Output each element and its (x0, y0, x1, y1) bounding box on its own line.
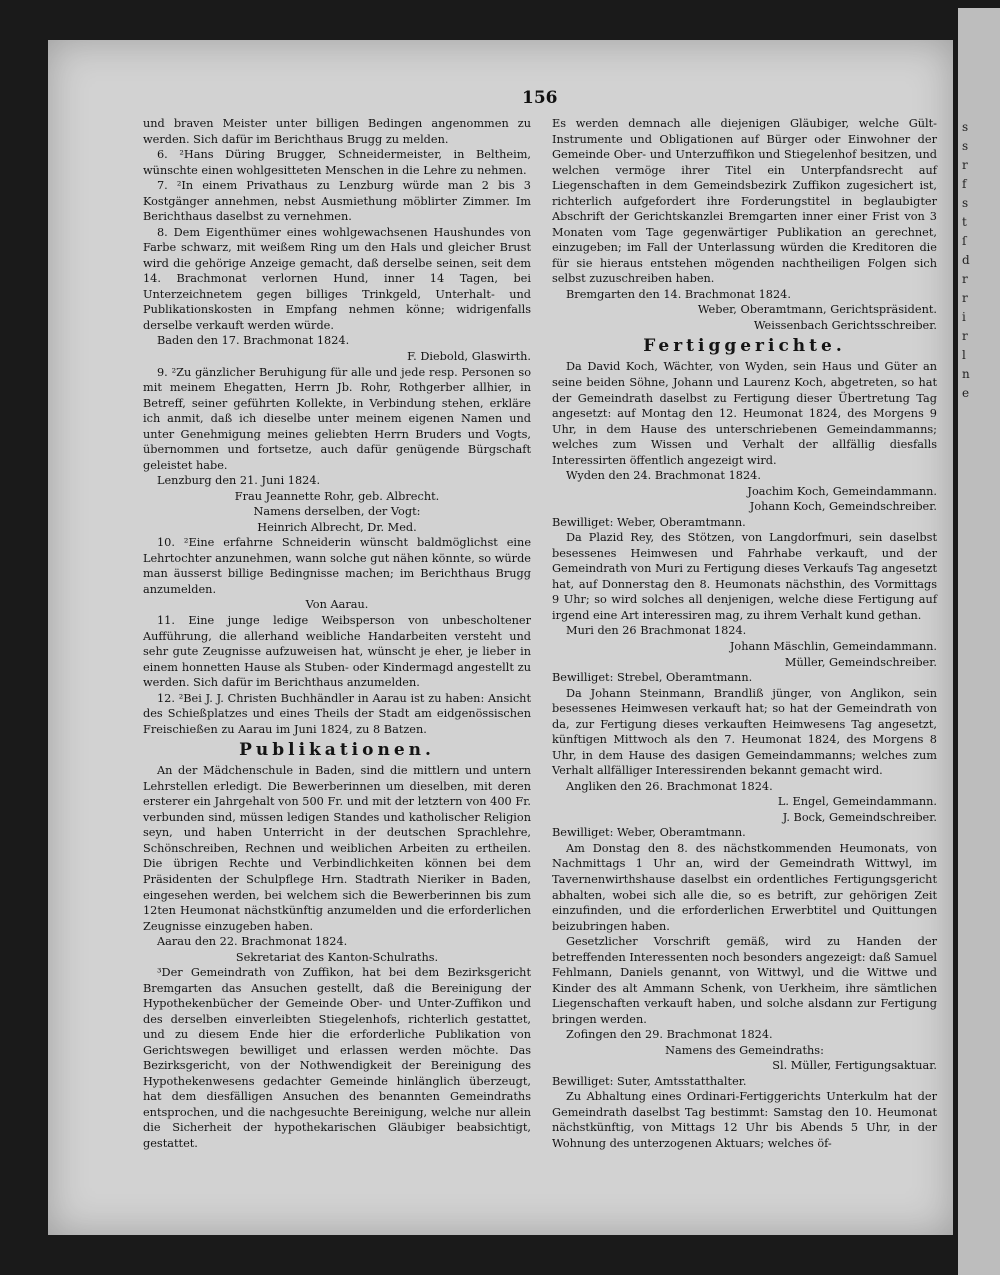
centered-line: Von Aarau. (305, 598, 369, 612)
signature: Johann Mäschlin, Gemeindammann. (729, 640, 937, 653)
dateline: Lenzburg den 21. Juni 1824. (157, 474, 321, 488)
right-column (552, 116, 937, 1152)
paragraph: Gesetzlicher Vorschrift gemäß, wird zu Handen der betreffenden Interessenten noch besonders angezeigt: daß Samuel Fehlmann, Daniels genannt, von Wittwyl, und die Wittwe und Kinder des alt Ammann Schenk, von Uerkheim, ihre sämtlichen Liegenschaften verkauft haben, und solche alsdann zur Fertigung bringen werden. (552, 935, 937, 1026)
signature: Sl. Müller, Fertigungsaktuar. (772, 1059, 937, 1073)
paragraph: Bewilliget: Suter, Amtsstatthalter. (552, 1074, 747, 1088)
centered-line: Frau Jeannette Rohr, geb. Albrecht. (234, 489, 440, 503)
paragraph: Bewilliget: Weber, Oberamtmann. (552, 826, 746, 840)
paragraph: 8. Dem Eigenthümer eines wohlgewachsenen Haushundes von Farbe schwarz, mit weißem Ring um den Hals und gleicher Brust wird die gehörige Anzeige gemacht, daß derselbe seinen, seit dem 14. Brachmonat verlornen Hund, inner 14 Tagen, bei Unterzeichnetem gegen billiges Trinkgeld, Unterhalt- und Publikationskosten in Empfang nehmen könne; widrigenfalls derselbe verkauft werden würde. (143, 225, 531, 332)
paragraph: Da David Koch, Wächter, von Wyden, sein Haus und Güter an seine beiden Söhne, Johann und Laurenz Koch, abgetreten, so hat der Gemeindrath daselbst zu Fertigung dieser Übertretung Tag angesetzt: auf Montag den 12. Heumonat 1824, des Morgens 9 Uhr, in dem Hause des unterschriebenen Gemeindammanns; welches zum Wissen und Verhalt der allfällig diesfalls Interessirten öffentlich angezeigt wird. (552, 360, 937, 467)
dateline: Aarau den 22. Brachmonat 1824. (157, 935, 348, 949)
centered-line: Heinrich Albrecht, Dr. Med. (257, 520, 417, 534)
paragraph: Da Johann Steinmann, Brandliß jünger, von Anglikon, sein besessenes Heimwesen verkauft hat; so hat der Gemeindrath von da, zur Fertigung dieses verkauften Heimwesens Tag angesetzt, künftigen Mittwoch als den 7. Heumonat 1824, des Morgens 8 Uhr, in dem Hause des dasigen Gemeindammanns; welches zum Verhalt allfälliger Interessirenden bekannt gemacht wird. (552, 686, 937, 778)
paragraph: Es werden demnach alle diejenigen Gläubiger, welche Gült-Instrumente und Obligationen auf Bürger oder Einwohner der Gemeinde Ober- und Unterzuffikon und Stiegelenhof besitzen, und welchen vermöge ihrer Titel ein Unterpfandsrecht auf Liegenschaften in dem Gemeindsbezirk Zuffikon zugesichert ist, richterlich aufgefordert ihre Forderungstitel in beglaubigter Abschrift der Gerichtskanzlei Bremgarten inner einer Frist von 3 Monaten vom Tage gegenwärtiger Publikation an gerechnet, einzugeben; im Fall der Unterlassung würden die Kreditoren die für sie hieraus entstehen mögenden nachtheiligen Folgen sich selbst zuzuschreiben haben. (552, 117, 937, 286)
paragraph: 9. ²Zu gänzlicher Beruhigung für alle und jede resp. Personen so mit meinem Ehegatten, Herrn Jb. Rohr, Rothgerber allhier, in Betreff, seiner geführten Kollekte, in Verbindung stehen, erkläre ich anmit, daß ich dieselbe unter meinem eigenen Namen und unter Genehmigung meines geliebten Herrn Bruders und Vogts, übernommen und fortsetze, auch dafür genügende Bürgschaft geleistet habe. (143, 365, 531, 472)
next-page-fragment: r (962, 329, 968, 343)
paragraph: 12. ²Bei J. J. Christen Buchhändler in Aarau ist zu haben: Ansicht des Schießplatzes und eines Theils der Stadt am eidgenössischen Freischießen zu Aarau im Juni 1824, zu 8 Batzen. (143, 691, 531, 736)
paragraph: ³Der Gemeindrath von Zuffikon, hat bei dem Bezirksgericht Bremgarten das Ansuchen gestellt, daß die Bereinigung der Hypothekenbücher der Gemeinde Ober- und Unter-Zuffikon und des derselben einverleibten Stiegelenhofs, richterlich gestattet, und zu diesem Ende hier die erforderliche Publikation von Gerichtswegen bewilliget und erlassen werden möchte. Das Bezirksgericht, von der Nothwendigkeit der Bereinigung des Hypothekenwesens gedachter Gemeinde hinlänglich überzeugt, hat dem diesfälligen Ansuchen des benannten Gemeindraths entsprochen, und die nachgesuchte Bereinigung, welche nur allein die Sicherheit der hypothekarischen Gläubiger beabsichtigt, gestattet. (143, 966, 531, 1150)
centered-line: Sekretariat des Kanton-Schulraths. (235, 950, 439, 964)
paragraph: Bewilliget: Strebel, Oberamtmann. (552, 671, 753, 685)
paragraph: An der Mädchenschule in Baden, sind die mittlern und untern Lehrstellen erledigt. Die Bewerberinnen um dieselben, mit deren ersterer ein Jahrgehalt von 500 Fr. und mit der letztern von 400 Fr. verbunden sind, müssen ledigen Standes und katholischer Religion seyn, und haben Unterricht in der deutschen Sprachlehre, Schönschreiben, Rechnen und weiblichen Arbeiten zu ertheilen. Die übrigen Rechte und Verbindlichkeiten können bei dem Präsidenten der Schulpflege Hrn. Stadtrath Nieriker in Baden, eingesehen werden, bei welchem sich die Bewerberinnen bis zum 12ten Heumonat nächstkünftig anzumelden und die erforderlichen Zeugnisse einzugeben haben. (143, 764, 531, 933)
signature: L. Engel, Gemeindammann. (777, 795, 937, 809)
next-page-fragment: t (962, 215, 967, 229)
signature: J. Bock, Gemeindschreiber. (782, 810, 937, 824)
paragraph: 11. Eine junge ledige Weibsperson von unbescholtener Aufführung, die allerhand weibliche Handarbeiten versteht und sehr gute Zeugnisse aufzuweisen hat, wünscht je eher, je lieber in einem honnetten Hause als Stuben- oder Kindermagd angestellt zu werden. Sich dafür im Berichthaus anzumelden. (143, 614, 531, 690)
paragraph: 7. ²In einem Privathaus zu Lenzburg würde man 2 bis 3 Kostgänger annehmen, nebst Ausmiethung möblirter Zimmer. Im Berichthaus daselbst zu vernehmen. (143, 179, 531, 224)
paragraph: Zu Abhaltung eines Ordinari-Fertiggerichts Unterkulm hat der Gemeindrath daselbst Tag bestimmt: Samstag den 10. Heumonat nächstkünftig, von Mittags 12 Uhr bis Abends 5 Uhr, in der Wohnung des unterzogenen Aktuars; welches öf- (552, 1090, 937, 1150)
next-page-fragment: e (962, 386, 970, 400)
next-page-fragment: r (962, 158, 968, 172)
centered-line: Namens derselben, der Vogt: (253, 505, 421, 519)
next-page-fragment: ſ (962, 234, 967, 248)
dateline: Angliken den 26. Brachmonat 1824. (566, 779, 773, 793)
paragraph: und braven Meister unter billigen Bedingen angenommen zu werden. Sich dafür im Berichthaus Brugg zu melden. (143, 117, 531, 146)
centered-line: Namens des Gemeindraths: (665, 1043, 824, 1057)
paragraph: Bewilliget: Weber, Oberamtmann. (552, 515, 746, 529)
next-page-fragment: r (962, 291, 968, 305)
next-page-fragment: s (962, 139, 969, 153)
next-page-fragment: s (962, 120, 969, 134)
next-page-edge (958, 8, 1000, 1275)
dateline: Wyden den 24. Brachmonat 1824. (566, 469, 761, 483)
left-column (143, 116, 531, 1152)
next-page-fragment: f (962, 177, 967, 191)
paragraph: Da Plazid Rey, des Stötzen, von Langdorfmuri, sein daselbst besessenes Heimwesen und Fahrhabe verkauft, und der Gemeindrath von Muri zu Fertigung dieses Verkaufs Tag angesetzt hat, auf Donnerstag den 8. Heumonats nächsthin, des Vormittags 9 Uhr; so wird solches all denjenigen, welche diese Fertigung auf irgend eine Art interessiren mag, zu ihrem Verhalt kund gethan. (552, 531, 937, 622)
next-page-fragment: d (962, 253, 970, 267)
signature: F. Diebold, Glaswirth. (407, 349, 531, 363)
next-page-fragment: r (962, 272, 968, 286)
section-heading: Publikationen. (239, 740, 435, 761)
next-page-fragment: s (962, 196, 969, 210)
signature: Joachim Koch, Gemeindammann. (747, 484, 937, 498)
page-number: 156 (522, 88, 558, 108)
dateline: Muri den 26 Brachmonat 1824. (566, 624, 747, 638)
signature: Johann Koch, Gemeindschreiber. (749, 500, 937, 514)
next-page-fragment: i (962, 310, 966, 324)
signature: Müller, Gemeindschreiber. (784, 655, 937, 669)
dateline: Zofingen den 29. Brachmonat 1824. (566, 1028, 773, 1042)
next-page-fragment: n (962, 367, 970, 381)
dateline: Baden den 17. Brachmonat 1824. (157, 334, 350, 348)
paragraph: 6. ²Hans Düring Brugger, Schneidermeister, in Beltheim, wünschte einen wohlgesitteten Menschen in die Lehre zu nehmen. (143, 148, 531, 177)
paragraph: Am Donstag den 8. des nächstkommenden Heumonats, von Nachmittags 1 Uhr an, wird der Gemeindrath Wittwyl, im Tavernenwirthshause daselbst ein ordentliches Fertigungsgericht abhalten, wobei sich alle die, so es betrift, zur gehörigen Zeit einzufinden, und die erforderlichen Erwerbtitel und Quittungen beizubringen haben. (552, 841, 937, 933)
next-page-fragment: l (962, 348, 966, 362)
paragraph: 10. ²Eine erfahrne Schneiderin wünscht baldmöglichst eine Lehrtochter anzunehmen, wann solche gut nähen könnte, so würde man äusserst billige Bedingnisse machen; im Berichthaus Brugg anzumelden. (143, 536, 531, 596)
signature: Weber, Oberamtmann, Gerichtspräsident. (697, 303, 937, 317)
signature: Weissenbach Gerichtsschreiber. (753, 318, 937, 332)
dateline: Bremgarten den 14. Brachmonat 1824. (566, 287, 791, 301)
section-heading: Fertiggerichte. (643, 336, 846, 357)
